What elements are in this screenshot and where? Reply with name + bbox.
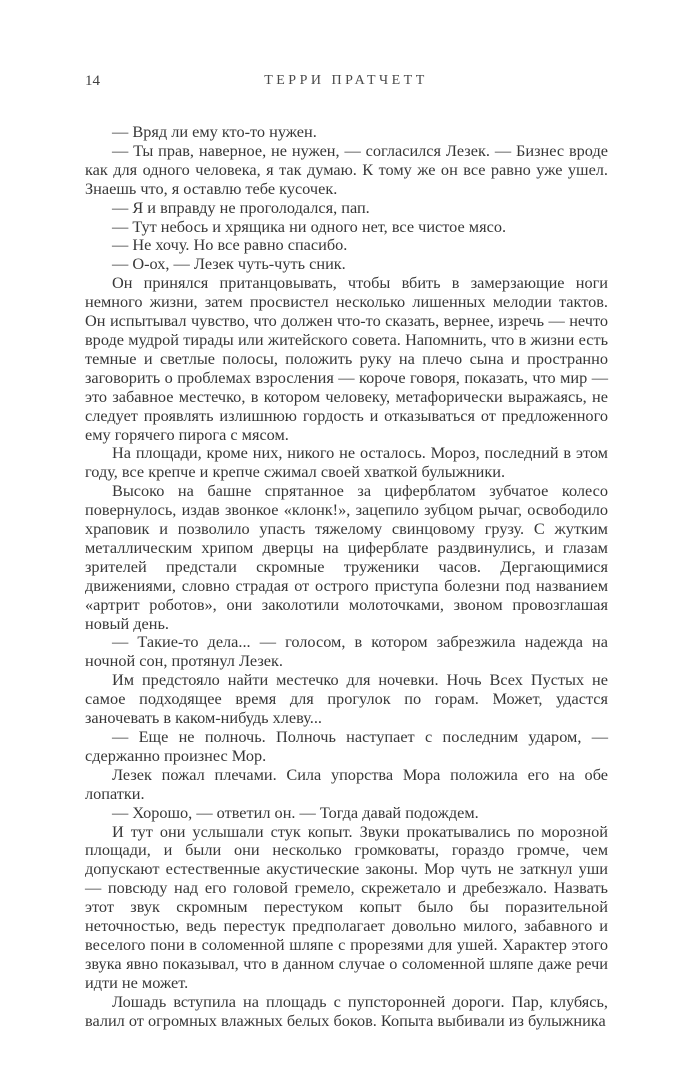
paragraph: — Вряд ли ему кто-то нужен. xyxy=(112,122,317,141)
paragraph: — Я и вправду не проголодался, пап. xyxy=(112,197,370,217)
paragraph: Высоко на башне спрятанное за циферблатом зубчатое колесо повернулось, издав звонкое «клонк!», зацепило зубцом рычаг, освободило храповик и позволило упасть тяжелому свинцовому грузу. С жутким металлическим хрипом дверцы на циферблате раздвинулись, и глазам зрителей предстали скромные труженики часов. Дергающимися движениями, словно страдая от острого приступа болезни под названием «артрит роботов», они заколотили молоточками, звоном провозглашая новый день. xyxy=(85,481,608,633)
paragraph: И тут они услышали стук копыт. Звуки прокатывались по морозной площади, и были они несколько громковаты, гораздо громче, чем допускают естественные акустические законы. Мор чуть не заткнул уши — повсюду над его головой гремело, скрежетало и дребезжало. Назвать этот звук скромным перестуком копыт было бы поразительной неточностью, ведь перестук предполагает довольно милого, забавного и веселого пони в соломенной шляпе с прорезями для ушей. Характер этого звука явно показывал, что в данном случае о соломенной шляпе даже речи идти не может. xyxy=(85,821,608,992)
running-title: ТЕРРИ ПРАТЧЕТТ xyxy=(264,73,428,88)
page-number: 14 xyxy=(85,73,100,89)
paragraph: — Такие-то дела... — голосом, в котором забрезжила надежда на ночной сон, протянул Лезек. xyxy=(85,632,608,671)
paragraph: Лошадь вступила на площадь с пупсторонней дороги. Пар, клубясь, валил от огромных влажных белых боков. Копыта выбивали из булыжника xyxy=(85,991,608,1030)
paragraph: — Еще не полночь. Полночь наступает с последним ударом, — сдержанно произнес Мор. xyxy=(85,727,608,765)
paragraph: — Тут небось и хрящика ни одного нет, все чистое мясо. xyxy=(112,216,507,236)
paragraph: — Не хочу. Но все равно спасибо. xyxy=(112,235,348,255)
paragraph: — Хорошо, — ответил он. — Тогда давай подождем. xyxy=(112,802,479,822)
paragraph: — О-ох, — Лезек чуть-чуть сник. xyxy=(112,254,346,274)
paragraph: Лезек пожал плечами. Сила упорства Мора положила его на обе лопатки. xyxy=(85,764,608,803)
running-head xyxy=(85,73,607,91)
paragraph: На площади, кроме них, никого не осталось. Мороз, последний в этом году, все крепче и крепче сжимал своей хваткой булыжники. xyxy=(85,443,608,482)
page-body xyxy=(85,123,608,1031)
paragraph: — Ты прав, наверное, не нужен, — согласился Лезек. — Бизнес вроде как для одного человека, я так думаю. К тому же он все равно уже ушел. Знаешь что, я оставлю тебе кусочек. xyxy=(85,140,608,198)
paragraph: Он принялся пританцовывать, чтобы вбить в замерзающие ноги немного жизни, затем просвистел несколько лишенных мелодии тактов. Он испытывал чувство, что должен что-то сказать, вернее, изречь — нечто вроде мудрой тирады или житейского совета. Напомнить, что в жизни есть темные и светлые полосы, положить руку на плечо сына и пространно заговорить о проблемах взросления — короче говоря, показать, что мир — это забавное местечко, в котором человеку, метафорически выражаясь, не следует проявлять излишнюю гордость и отказываться от предложенного ему горячего пирога с мясом. xyxy=(85,273,608,444)
paragraph: Им предстояло найти местечко для ночевки. Ночь Всех Пустых не самое подходящее время для прогулок по горам. Может, удастся заночевать в каком-нибудь хлеву... xyxy=(85,670,608,728)
